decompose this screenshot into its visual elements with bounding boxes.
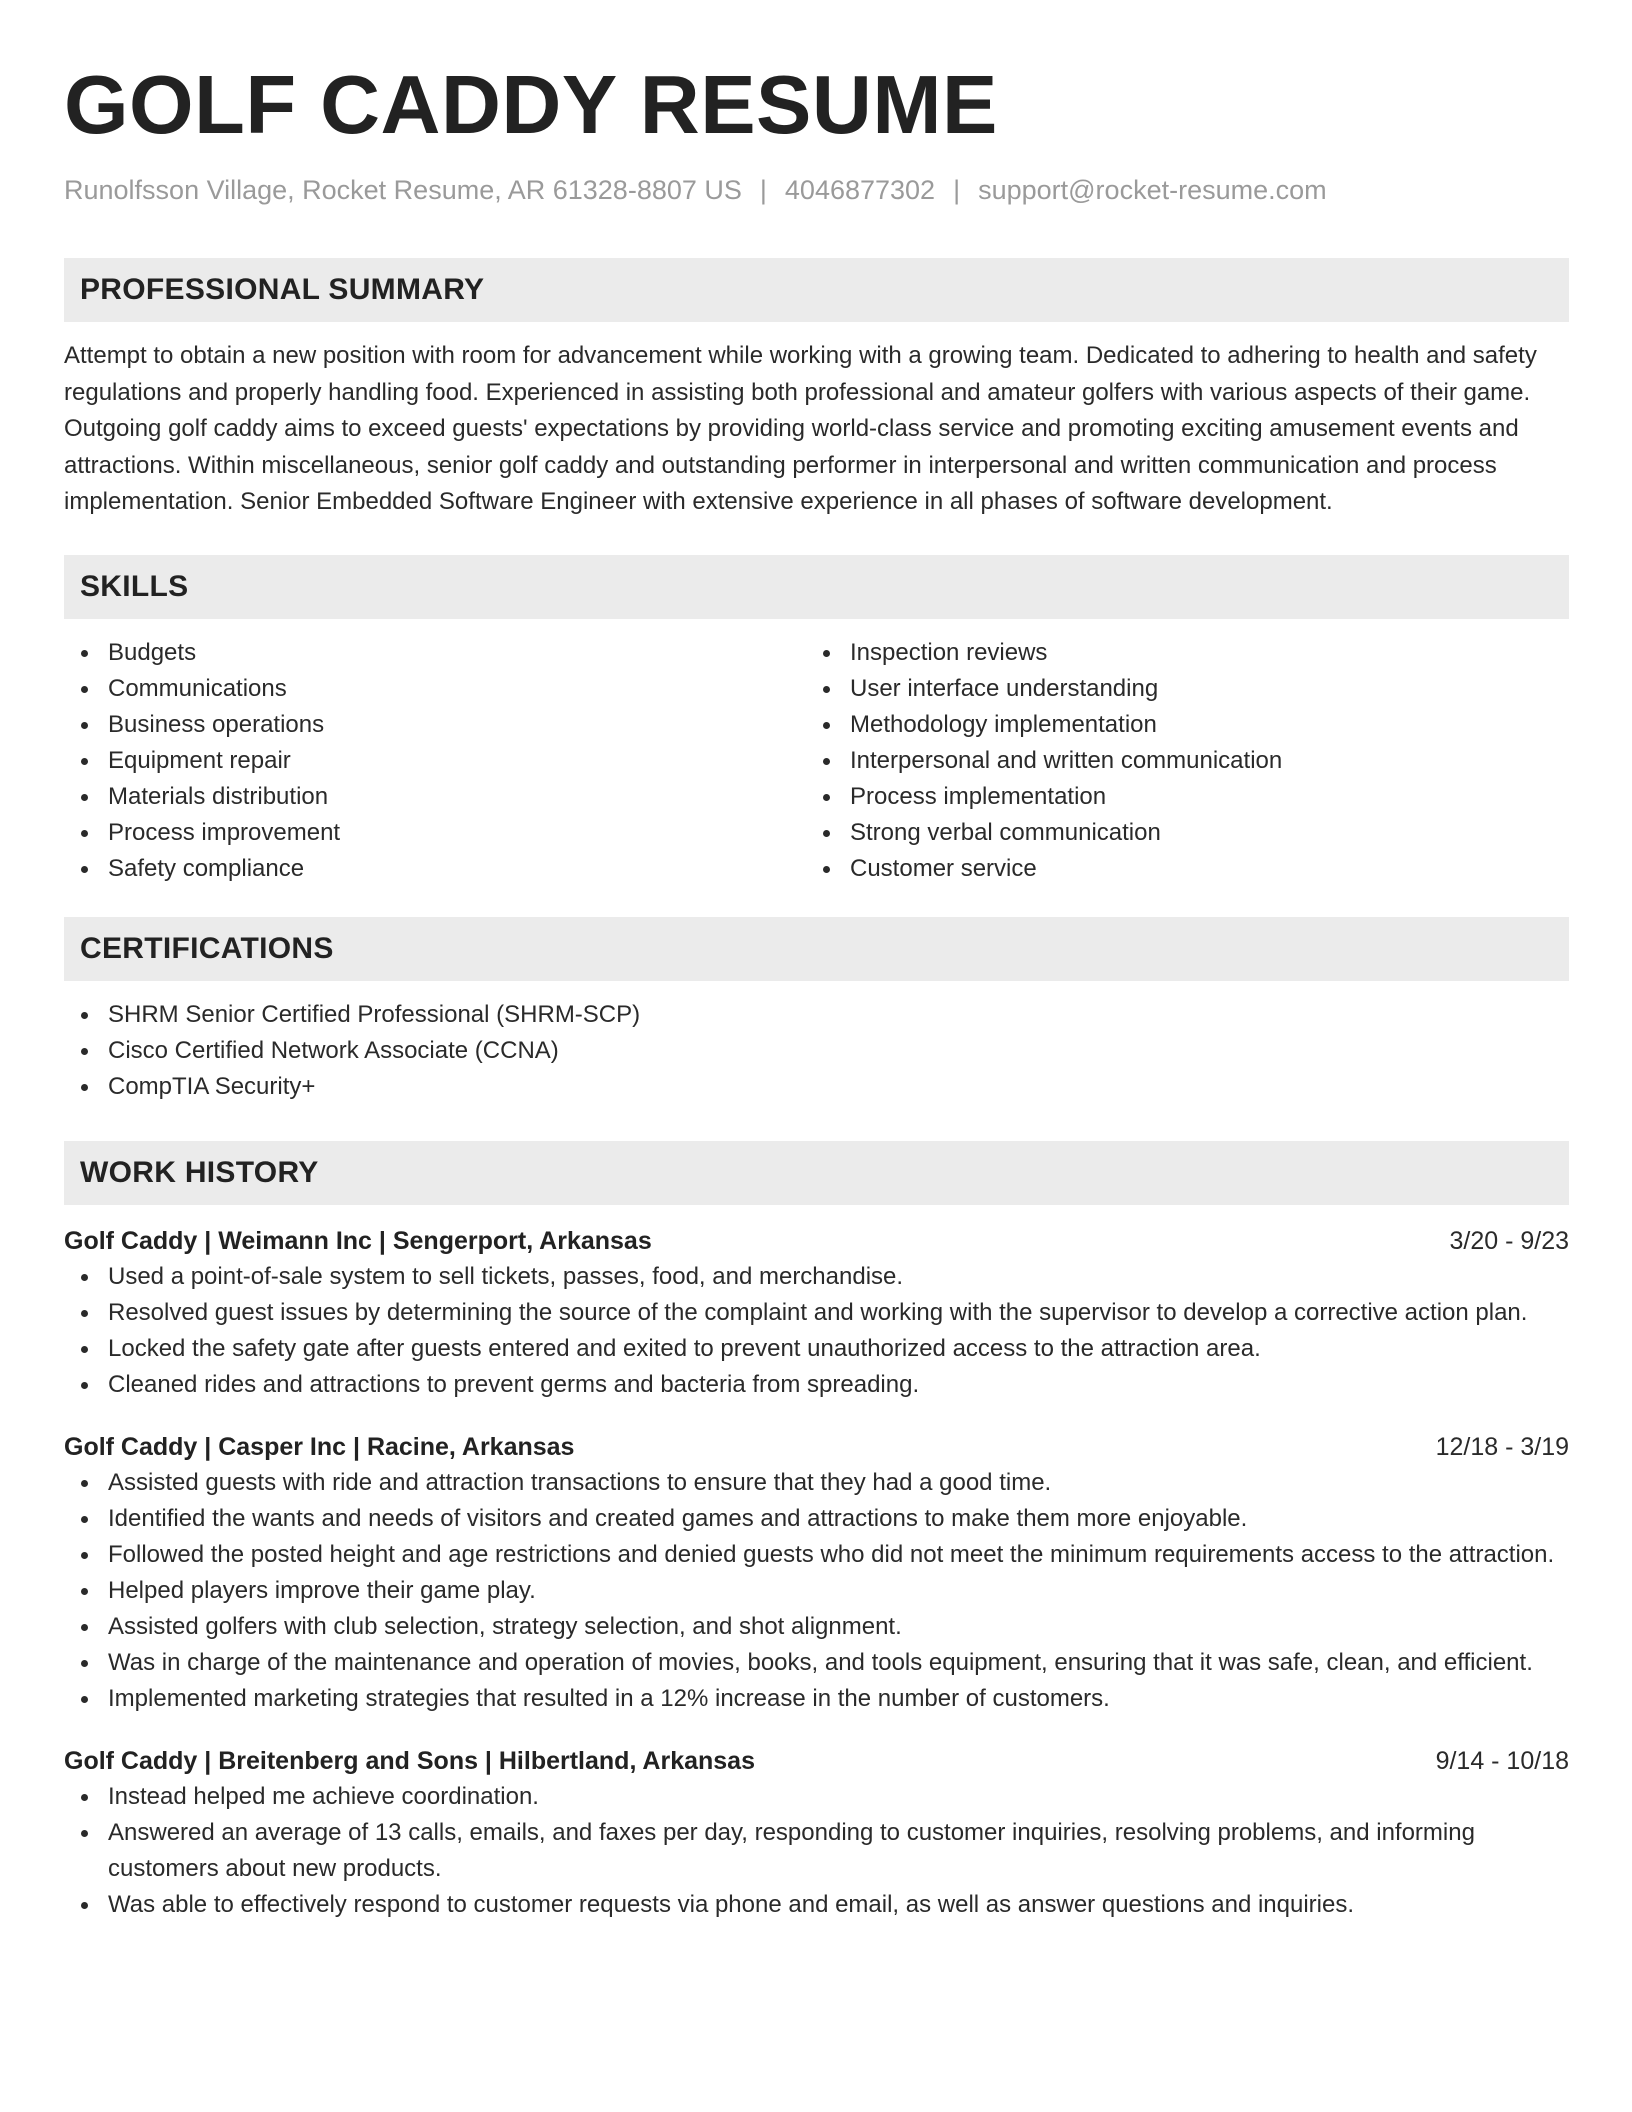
skill-item: Business operations xyxy=(64,707,806,743)
certification-item: SHRM Senior Certified Professional (SHRM-SCP) xyxy=(64,997,1569,1033)
skill-item: Strong verbal communication xyxy=(806,815,1548,851)
skill-item: Budgets xyxy=(64,635,806,671)
skills-column-right xyxy=(806,635,1548,887)
contact-email: support@rocket-resume.com xyxy=(978,175,1327,205)
contact-address: Runolfsson Village, Rocket Resume, AR 61328-8807 US xyxy=(64,175,742,205)
skill-item: Methodology implementation xyxy=(806,707,1548,743)
skill-item: Interpersonal and written communication xyxy=(806,743,1548,779)
job-header xyxy=(64,1429,1569,1465)
job-title: Golf Caddy | Breitenberg and Sons | Hilbertland, Arkansas xyxy=(64,1746,755,1775)
work-section-header xyxy=(64,1141,1569,1205)
skills-list-left xyxy=(64,635,806,887)
skill-item: Communications xyxy=(64,671,806,707)
skill-item: Safety compliance xyxy=(64,851,806,887)
skill-item: Process improvement xyxy=(64,815,806,851)
job-bullet: Implemented marketing strategies that resulted in a 12% increase in the number of customers. xyxy=(64,1681,1569,1717)
summary-heading: PROFESSIONAL SUMMARY xyxy=(80,273,485,306)
job-bullet: Followed the posted height and age restrictions and denied guests who did not meet the minimum requirements access to the attraction. xyxy=(64,1537,1569,1573)
job-bullet: Identified the wants and needs of visitors and created games and attractions to make them more enjoyable. xyxy=(64,1501,1569,1537)
summary-text: Attempt to obtain a new position with room for advancement while working with a growing team. Dedicated to adhering to health and safety regulations and properly handling food. Experienced in assisting both professional and amateur golfers with various aspects of their game. Outgoing golf caddy aims to exceed guests' expectations by providing world-class service and promoting exciting amusement events and attractions. Within miscellaneous, senior golf caddy and outstanding performer in interpersonal and written communication and process implementation. Senior Embedded Software Engineer with extensive experience in all phases of software development. xyxy=(64,342,1537,515)
job-bullet: Locked the safety gate after guests entered and exited to prevent unauthorized access to the attraction area. xyxy=(64,1331,1569,1367)
skill-item: User interface understanding xyxy=(806,671,1548,707)
job-bullet: Helped players improve their game play. xyxy=(64,1573,1569,1609)
job-bullet: Assisted golfers with club selection, strategy selection, and shot alignment. xyxy=(64,1609,1569,1645)
contact-separator: | xyxy=(953,175,961,205)
skills-list-right xyxy=(806,635,1548,887)
skills-section-header xyxy=(64,555,1569,619)
job-bullet-list xyxy=(64,1779,1569,1923)
skills-column-left xyxy=(64,635,806,887)
job-bullet: Cleaned rides and attractions to prevent germs and bacteria from spreading. xyxy=(64,1367,1569,1403)
job-dates: 3/20 - 9/23 xyxy=(1449,1226,1569,1255)
job-title: Golf Caddy | Weimann Inc | Sengerport, Arkansas xyxy=(64,1226,652,1255)
contact-line xyxy=(64,172,1569,208)
skills-grid xyxy=(64,635,1569,887)
job-bullet: Used a point-of-sale system to sell tickets, passes, food, and merchandise. xyxy=(64,1259,1569,1295)
contact-phone: 4046877302 xyxy=(784,175,936,205)
skill-item: Inspection reviews xyxy=(806,635,1548,671)
certification-item: Cisco Certified Network Associate (CCNA) xyxy=(64,1033,1569,1069)
job-bullet: Was able to effectively respond to customer requests via phone and email, as well as answer questions and inquiries. xyxy=(64,1887,1569,1923)
skills-heading: SKILLS xyxy=(80,569,189,603)
job-bullet: Resolved guest issues by determining the source of the complaint and working with the supervisor to develop a corrective action plan. xyxy=(64,1295,1569,1331)
job-title: Golf Caddy | Casper Inc | Racine, Arkansas xyxy=(64,1432,575,1461)
job-header xyxy=(64,1743,1569,1779)
certification-item: CompTIA Security+ xyxy=(64,1069,1569,1105)
skill-item: Customer service xyxy=(806,851,1548,887)
summary-section-header xyxy=(64,258,1569,322)
resume-page xyxy=(64,56,1569,1923)
job-dates: 12/18 - 3/19 xyxy=(1435,1432,1569,1461)
skill-item: Process implementation xyxy=(806,779,1548,815)
job-bullet-list xyxy=(64,1259,1569,1403)
job-bullet-list xyxy=(64,1465,1569,1717)
certifications-list xyxy=(64,997,1569,1105)
resume-title: GOLF CADDY RESUME xyxy=(64,58,998,151)
skill-item: Materials distribution xyxy=(64,779,806,815)
certifications-section-header xyxy=(64,917,1569,981)
job-bullet: Instead helped me achieve coordination. xyxy=(64,1779,1569,1815)
contact-separator: | xyxy=(759,175,767,205)
job-bullet: Answered an average of 13 calls, emails, and faxes per day, responding to customer inquiries, resolving problems, and informing customers about new products. xyxy=(64,1815,1569,1887)
job-bullet: Assisted guests with ride and attraction transactions to ensure that they had a good time. xyxy=(64,1465,1569,1501)
job-bullet: Was in charge of the maintenance and operation of movies, books, and tools equipment, ensuring that it was safe, clean, and efficient. xyxy=(64,1645,1569,1681)
job-dates: 9/14 - 10/18 xyxy=(1435,1746,1569,1775)
skill-item: Equipment repair xyxy=(64,743,806,779)
work-heading: WORK HISTORY xyxy=(80,1155,319,1189)
certifications-heading: CERTIFICATIONS xyxy=(80,931,334,965)
job-header xyxy=(64,1223,1569,1259)
